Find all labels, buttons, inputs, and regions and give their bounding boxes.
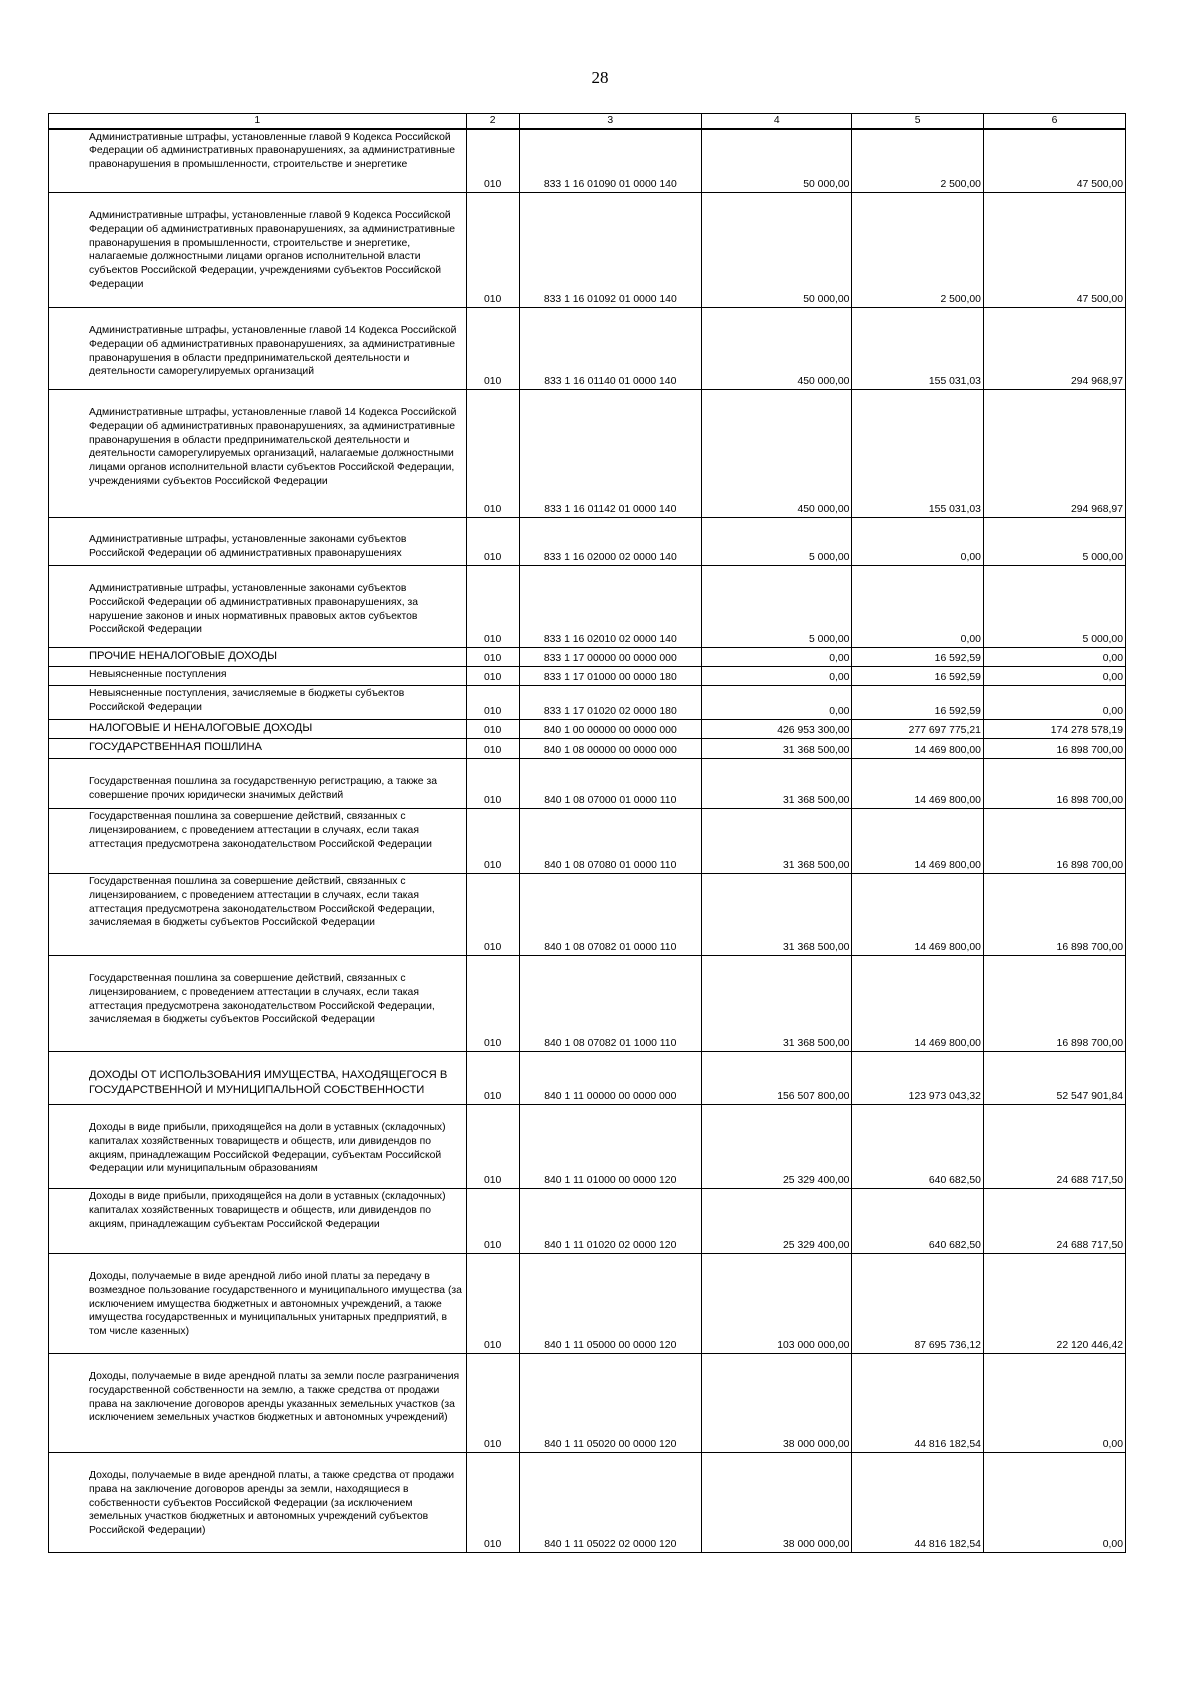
row-line-code: 010 bbox=[466, 1052, 519, 1105]
row-col6-value: 24 688 717,50 bbox=[983, 1189, 1125, 1254]
column-header-1: 1 bbox=[49, 114, 467, 129]
table-row bbox=[49, 667, 1126, 686]
row-budget-code: 840 1 11 01020 02 0000 120 bbox=[519, 1189, 701, 1254]
table-row bbox=[49, 1189, 1126, 1254]
table-row bbox=[49, 759, 1126, 809]
row-col5-value: 14 469 800,00 bbox=[852, 956, 983, 1052]
row-col5-value: 14 469 800,00 bbox=[852, 809, 983, 874]
row-col6-value: 0,00 bbox=[983, 1453, 1125, 1553]
row-name: Административные штрафы, установленные главой 9 Кодекса Российской Федерации об административных правонарушениях, за административные правонарушения в промышленности, строительстве и энергетике bbox=[49, 129, 467, 193]
row-name: ГОСУДАРСТВЕННАЯ ПОШЛИНА bbox=[49, 739, 467, 759]
row-line-code: 010 bbox=[466, 1254, 519, 1354]
row-budget-code: 840 1 08 07080 01 0000 110 bbox=[519, 809, 701, 874]
table-row bbox=[49, 1105, 1126, 1189]
row-col4-value: 450 000,00 bbox=[701, 308, 852, 390]
column-header-2: 2 bbox=[466, 114, 519, 129]
row-col6-value: 24 688 717,50 bbox=[983, 1105, 1125, 1189]
table-row bbox=[49, 739, 1126, 759]
row-name: Доходы в виде прибыли, приходящейся на доли в уставных (складочных) капиталах хозяйственных товариществ и обществ, или дивидендов по акциям, принадлежащим субъектам Российской Федерации bbox=[49, 1189, 467, 1254]
row-budget-code: 840 1 08 07082 01 1000 110 bbox=[519, 956, 701, 1052]
row-budget-code: 833 1 17 01000 00 0000 180 bbox=[519, 667, 701, 686]
row-col4-value: 103 000 000,00 bbox=[701, 1254, 852, 1354]
row-col5-value: 44 816 182,54 bbox=[852, 1453, 983, 1553]
row-col5-value: 0,00 bbox=[852, 566, 983, 648]
row-name: ДОХОДЫ ОТ ИСПОЛЬЗОВАНИЯ ИМУЩЕСТВА, НАХОДЯЩЕГОСЯ В ГОСУДАРСТВЕННОЙ И МУНИЦИПАЛЬНОЙ СОБСТВЕННОСТИ bbox=[49, 1052, 467, 1105]
row-col5-value: 155 031,03 bbox=[852, 308, 983, 390]
row-col6-value: 0,00 bbox=[983, 667, 1125, 686]
row-line-code: 010 bbox=[466, 809, 519, 874]
row-col5-value: 14 469 800,00 bbox=[852, 739, 983, 759]
row-name: Доходы, получаемые в виде арендной либо иной платы за передачу в возмездное пользование государственного и муниципального имущества (за исключением имущества бюджетных и автономных учреждений, а также имущества государственных и муниципальных унитарных предприятий, в том числе казенных) bbox=[49, 1254, 467, 1354]
table-row bbox=[49, 956, 1126, 1052]
row-line-code: 010 bbox=[466, 759, 519, 809]
row-col4-value: 38 000 000,00 bbox=[701, 1354, 852, 1453]
row-col4-value: 5 000,00 bbox=[701, 518, 852, 566]
row-name: Государственная пошлина за государственную регистрацию, а также за совершение прочих юридически значимых действий bbox=[49, 759, 467, 809]
row-budget-code: 840 1 00 00000 00 0000 000 bbox=[519, 720, 701, 739]
row-budget-code: 840 1 11 01000 00 0000 120 bbox=[519, 1105, 701, 1189]
row-budget-code: 833 1 16 02010 02 0000 140 bbox=[519, 566, 701, 648]
row-line-code: 010 bbox=[466, 739, 519, 759]
table-row bbox=[49, 308, 1126, 390]
row-col5-value: 87 695 736,12 bbox=[852, 1254, 983, 1354]
column-header-5: 5 bbox=[852, 114, 983, 129]
row-col4-value: 25 329 400,00 bbox=[701, 1189, 852, 1254]
row-col6-value: 52 547 901,84 bbox=[983, 1052, 1125, 1105]
row-col5-value: 0,00 bbox=[852, 518, 983, 566]
row-line-code: 010 bbox=[466, 956, 519, 1052]
row-col6-value: 5 000,00 bbox=[983, 518, 1125, 566]
row-col5-value: 16 592,59 bbox=[852, 648, 983, 667]
table-row bbox=[49, 648, 1126, 667]
revenue-table bbox=[48, 113, 1126, 1553]
row-line-code: 010 bbox=[466, 1453, 519, 1553]
row-col6-value: 294 968,97 bbox=[983, 308, 1125, 390]
row-col5-value: 640 682,50 bbox=[852, 1105, 983, 1189]
table-row bbox=[49, 1453, 1126, 1553]
row-col6-value: 16 898 700,00 bbox=[983, 956, 1125, 1052]
row-col4-value: 156 507 800,00 bbox=[701, 1052, 852, 1105]
row-col5-value: 2 500,00 bbox=[852, 129, 983, 193]
row-col5-value: 123 973 043,32 bbox=[852, 1052, 983, 1105]
row-budget-code: 840 1 08 07000 01 0000 110 bbox=[519, 759, 701, 809]
row-col4-value: 0,00 bbox=[701, 667, 852, 686]
row-line-code: 010 bbox=[466, 308, 519, 390]
row-col4-value: 31 368 500,00 bbox=[701, 759, 852, 809]
row-budget-code: 833 1 16 01090 01 0000 140 bbox=[519, 129, 701, 193]
row-name: Государственная пошлина за совершение действий, связанных с лицензированием, с проведением аттестации в случаях, если такая аттестация предусмотрена законодательством Российской Федерации, зачисляемая в бюджеты субъектов Российской Федерации bbox=[49, 874, 467, 956]
row-budget-code: 840 1 11 00000 00 0000 000 bbox=[519, 1052, 701, 1105]
row-line-code: 010 bbox=[466, 874, 519, 956]
row-name: Невыясненные поступления bbox=[49, 667, 467, 686]
row-budget-code: 840 1 08 07082 01 0000 110 bbox=[519, 874, 701, 956]
row-col4-value: 31 368 500,00 bbox=[701, 739, 852, 759]
row-col5-value: 640 682,50 bbox=[852, 1189, 983, 1254]
row-col6-value: 22 120 446,42 bbox=[983, 1254, 1125, 1354]
row-col6-value: 0,00 bbox=[983, 1354, 1125, 1453]
row-col4-value: 50 000,00 bbox=[701, 129, 852, 193]
row-col6-value: 16 898 700,00 bbox=[983, 809, 1125, 874]
row-col4-value: 426 953 300,00 bbox=[701, 720, 852, 739]
row-col5-value: 155 031,03 bbox=[852, 390, 983, 518]
row-name: Административные штрафы, установленные главой 14 Кодекса Российской Федерации об административных правонарушениях, за административные правонарушения в области предпринимательской деятельности и деятельности саморегулируемых организаций, налагаемые должностными лицами органов исполнительной власти субъектов Российской Федерации, учреждениями субъектов Российской Федерации bbox=[49, 390, 467, 518]
table-row bbox=[49, 129, 1126, 193]
row-line-code: 010 bbox=[466, 518, 519, 566]
row-budget-code: 833 1 17 00000 00 0000 000 bbox=[519, 648, 701, 667]
table-row bbox=[49, 809, 1126, 874]
table-row bbox=[49, 518, 1126, 566]
row-name: Государственная пошлина за совершение действий, связанных с лицензированием, с проведением аттестации в случаях, если такая аттестация предусмотрена законодательством Российской Федерации bbox=[49, 809, 467, 874]
row-budget-code: 833 1 16 02000 02 0000 140 bbox=[519, 518, 701, 566]
row-col5-value: 2 500,00 bbox=[852, 193, 983, 308]
row-name: Доходы в виде прибыли, приходящейся на доли в уставных (складочных) капиталах хозяйственных товариществ и обществ, или дивидендов по акциям, принадлежащим Российской Федерации, субъектам Российской Федерации или муниципальным образованиям bbox=[49, 1105, 467, 1189]
row-col4-value: 450 000,00 bbox=[701, 390, 852, 518]
row-col6-value: 294 968,97 bbox=[983, 390, 1125, 518]
page-number: 28 bbox=[591, 68, 609, 87]
table-row bbox=[49, 1354, 1126, 1453]
row-line-code: 010 bbox=[466, 648, 519, 667]
row-col5-value: 16 592,59 bbox=[852, 667, 983, 686]
row-name: Административные штрафы, установленные законами субъектов Российской Федерации об административных правонарушениях, за нарушение законов и иных нормативных правовых актов субъектов Российской Федерации bbox=[49, 566, 467, 648]
row-line-code: 010 bbox=[466, 1354, 519, 1453]
row-name: НАЛОГОВЫЕ И НЕНАЛОГОВЫЕ ДОХОДЫ bbox=[49, 720, 467, 739]
row-line-code: 010 bbox=[466, 1105, 519, 1189]
row-col5-value: 14 469 800,00 bbox=[852, 874, 983, 956]
row-budget-code: 833 1 16 01092 01 0000 140 bbox=[519, 193, 701, 308]
row-col6-value: 16 898 700,00 bbox=[983, 874, 1125, 956]
table-row bbox=[49, 390, 1126, 518]
column-header-6: 6 bbox=[983, 114, 1125, 129]
row-budget-code: 840 1 11 05000 00 0000 120 bbox=[519, 1254, 701, 1354]
row-line-code: 010 bbox=[466, 193, 519, 308]
row-name: Административные штрафы, установленные главой 14 Кодекса Российской Федерации об административных правонарушениях, за административные правонарушения в области предпринимательской деятельности и деятельности саморегулируемых организаций bbox=[49, 308, 467, 390]
row-name: Доходы, получаемые в виде арендной платы, а также средства от продажи права на заключение договоров аренды за земли, находящиеся в собственности субъектов Российской Федерации (за исключением земельных участков бюджетных и автономных учреждений субъектов Российской Федерации) bbox=[49, 1453, 467, 1553]
row-col4-value: 31 368 500,00 bbox=[701, 874, 852, 956]
row-budget-code: 833 1 16 01142 01 0000 140 bbox=[519, 390, 701, 518]
row-col6-value: 16 898 700,00 bbox=[983, 739, 1125, 759]
row-name: Доходы, получаемые в виде арендной платы за земли после разграничения государственной собственности на землю, а также средства от продажи права на заключение договоров аренды указанных земельных участков (за исключением земельных участков бюджетных и автономных учреждений) bbox=[49, 1354, 467, 1453]
row-line-code: 010 bbox=[466, 390, 519, 518]
row-line-code: 010 bbox=[466, 720, 519, 739]
row-col4-value: 25 329 400,00 bbox=[701, 1105, 852, 1189]
row-budget-code: 833 1 16 01140 01 0000 140 bbox=[519, 308, 701, 390]
row-col4-value: 31 368 500,00 bbox=[701, 809, 852, 874]
table-row bbox=[49, 720, 1126, 739]
row-col5-value: 277 697 775,21 bbox=[852, 720, 983, 739]
row-col6-value: 0,00 bbox=[983, 686, 1125, 720]
row-budget-code: 840 1 11 05020 00 0000 120 bbox=[519, 1354, 701, 1453]
row-col5-value: 44 816 182,54 bbox=[852, 1354, 983, 1453]
row-line-code: 010 bbox=[466, 686, 519, 720]
column-header-3: 3 bbox=[519, 114, 701, 129]
row-budget-code: 840 1 08 00000 00 0000 000 bbox=[519, 739, 701, 759]
row-col5-value: 14 469 800,00 bbox=[852, 759, 983, 809]
column-number-row bbox=[49, 114, 1126, 129]
row-budget-code: 833 1 17 01020 02 0000 180 bbox=[519, 686, 701, 720]
table-row bbox=[49, 1052, 1126, 1105]
row-name: ПРОЧИЕ НЕНАЛОГОВЫЕ ДОХОДЫ bbox=[49, 648, 467, 667]
row-line-code: 010 bbox=[466, 667, 519, 686]
row-col6-value: 47 500,00 bbox=[983, 193, 1125, 308]
row-col6-value: 47 500,00 bbox=[983, 129, 1125, 193]
table-row bbox=[49, 686, 1126, 720]
row-col4-value: 0,00 bbox=[701, 686, 852, 720]
row-col4-value: 5 000,00 bbox=[701, 566, 852, 648]
table-row bbox=[49, 874, 1126, 956]
row-line-code: 010 bbox=[466, 129, 519, 193]
row-name: Административные штрафы, установленные законами субъектов Российской Федерации об административных правонарушениях bbox=[49, 518, 467, 566]
row-line-code: 010 bbox=[466, 566, 519, 648]
row-budget-code: 840 1 11 05022 02 0000 120 bbox=[519, 1453, 701, 1553]
table-row bbox=[49, 566, 1126, 648]
row-col4-value: 0,00 bbox=[701, 648, 852, 667]
row-line-code: 010 bbox=[466, 1189, 519, 1254]
row-col4-value: 50 000,00 bbox=[701, 193, 852, 308]
row-col5-value: 16 592,59 bbox=[852, 686, 983, 720]
row-col6-value: 0,00 bbox=[983, 648, 1125, 667]
column-header-4: 4 bbox=[701, 114, 852, 129]
row-col6-value: 174 278 578,19 bbox=[983, 720, 1125, 739]
row-name: Невыясненные поступления, зачисляемые в бюджеты субъектов Российской Федерации bbox=[49, 686, 467, 720]
table-row bbox=[49, 193, 1126, 308]
row-col6-value: 5 000,00 bbox=[983, 566, 1125, 648]
row-name: Государственная пошлина за совершение действий, связанных с лицензированием, с проведением аттестации в случаях, если такая аттестация предусмотрена законодательством Российской Федерации, зачисляемая в бюджеты субъектов Российской Федерации bbox=[49, 956, 467, 1052]
row-col6-value: 16 898 700,00 bbox=[983, 759, 1125, 809]
table-row bbox=[49, 1254, 1126, 1354]
row-name: Административные штрафы, установленные главой 9 Кодекса Российской Федерации об административных правонарушениях, за административные правонарушения в промышленности, строительстве и энергетике, налагаемые должностными лицами органов исполнительной власти субъектов Российской Федерации, учреждениями субъектов Российской Федерации bbox=[49, 193, 467, 308]
row-col4-value: 31 368 500,00 bbox=[701, 956, 852, 1052]
row-col4-value: 38 000 000,00 bbox=[701, 1453, 852, 1553]
